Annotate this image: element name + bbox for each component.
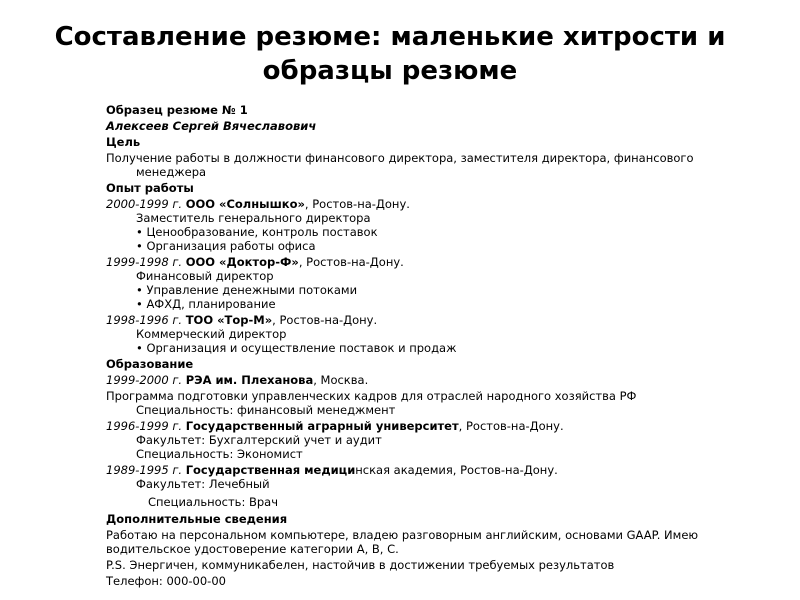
job-company: ООО «Солнышко» xyxy=(185,197,305,211)
education-entry xyxy=(106,373,746,387)
job-position: Коммерческий директор xyxy=(136,327,287,341)
job-city: , Ростов-на-Дону. xyxy=(304,197,410,211)
edu-period: 1996-1999 г. xyxy=(106,419,183,433)
job-duty: • Организация работы офиса xyxy=(136,239,316,253)
slide-title: Составление резюме: маленькие хитрости и образцы резюме xyxy=(54,22,726,86)
edu-program-text: Программа подготовки управленческих кадров для отраслей народного хозяйства РФ xyxy=(106,389,637,403)
job-line xyxy=(106,255,746,269)
job-line xyxy=(106,197,746,211)
job-period: 2000-1999 г. xyxy=(106,197,183,211)
job-entry xyxy=(106,197,746,253)
job-position: Заместитель генерального директора xyxy=(136,211,371,225)
job-position: Финансовый директор xyxy=(136,269,274,283)
job-city: , Ростов-на-Дону. xyxy=(298,255,404,269)
edu-specialty: Специальность: Экономист xyxy=(136,447,303,461)
edu-school: РЭА им. Плеханова xyxy=(185,373,314,387)
edu-city: , Москва. xyxy=(313,373,369,387)
education-heading: Образование xyxy=(106,357,194,371)
job-company: ООО «Доктор-Ф» xyxy=(185,255,299,269)
edu-line xyxy=(106,463,746,477)
job-duty: • АФХД, планирование xyxy=(136,297,276,311)
job-period: 1998-1996 г. xyxy=(106,313,183,327)
edu-faculty: Факультет: Бухгалтерский учет и аудит xyxy=(136,433,382,447)
edu-program-specialty: Специальность: финансовый менеджмент xyxy=(136,403,396,417)
goal-text: Получение работы в должности финансового директора, заместителя директора, финансового менеджера xyxy=(106,151,694,179)
edu-school: Государственный аграрный университет xyxy=(185,419,459,433)
candidate-name: Алексеев Сергей Вячеславович xyxy=(106,119,317,133)
job-duty: • Управление денежными потоками xyxy=(136,283,358,297)
extra-text: Работаю на персональном компьютере, владею разговорным английским, основами GAAP. Имею водительское удостоверение категории А, В, С. xyxy=(106,528,699,556)
job-duty: • Организация и осуществление поставок и продаж xyxy=(136,341,457,355)
education-entry xyxy=(106,463,746,509)
education-program xyxy=(106,389,746,417)
edu-period: 1999-2000 г. xyxy=(106,373,183,387)
edu-line xyxy=(106,419,746,433)
edu-city: , Ростов-на-Дону. xyxy=(458,419,564,433)
ps-text: P.S. Энергичен, коммуникабелен, настойчив в достижении требуемых результатов xyxy=(106,558,615,572)
phone-text: Телефон: 000-00-00 xyxy=(106,574,226,588)
edu-school: Государственная медици xyxy=(185,463,356,477)
sample-label: Образец резюме № 1 xyxy=(106,103,248,117)
job-period: 1999-1998 г. xyxy=(106,255,183,269)
education-entry xyxy=(106,419,746,461)
extra-heading: Дополнительные сведения xyxy=(106,512,288,526)
work-heading: Опыт работы xyxy=(106,181,194,195)
job-city: , Ростов-на-Дону. xyxy=(272,313,378,327)
job-line xyxy=(106,313,746,327)
job-entry xyxy=(106,313,746,355)
edu-specialty: Специальность: Врач xyxy=(148,495,279,509)
job-entry xyxy=(106,255,746,311)
edu-period: 1989-1995 г. xyxy=(106,463,183,477)
job-company: ТОО «Тор-М» xyxy=(185,313,273,327)
edu-school-rest: нская академия, Ростов-на-Дону. xyxy=(355,463,558,477)
resume-body xyxy=(106,103,746,590)
edu-faculty: Факультет: Лечебный xyxy=(136,477,270,491)
goal-heading: Цель xyxy=(106,135,141,149)
job-duty: • Ценообразование, контроль поставок xyxy=(136,225,378,239)
